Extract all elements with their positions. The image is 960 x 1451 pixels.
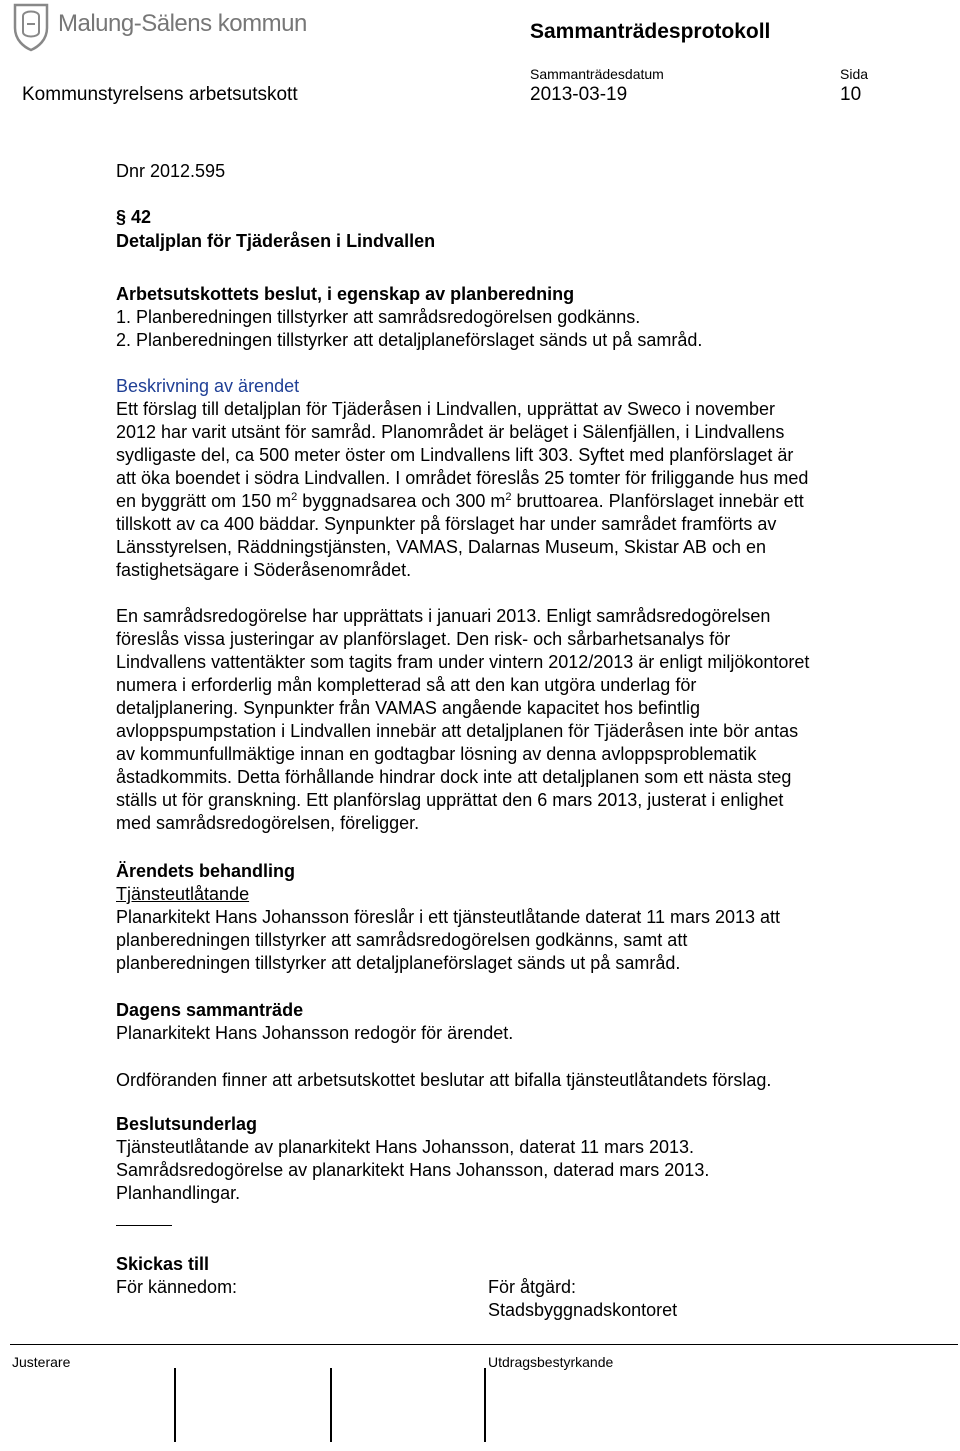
basis-heading: Beslutsunderlag (116, 1114, 258, 1134)
paragraph-title: Detaljplan för Tjäderåsen i Lindvallen (116, 231, 436, 251)
description-line: detaljplanering. Synpunkter från VAMAS angående kapacitet hos befintlig (116, 698, 701, 718)
paragraph-number: § 42 (116, 207, 152, 227)
description-line: Ett förslag till detaljplan för Tjäderåsen i Lindvallen, upprättat av Sweco i november (116, 399, 776, 419)
description-line: av kommunfullmäktige innan en godtagbar lösning av denna avloppsproblematik (116, 744, 757, 764)
description-heading: Beskrivning av ärendet (116, 376, 300, 396)
decision-section (116, 283, 906, 352)
basis-line: Planhandlingar. (116, 1183, 241, 1203)
action-label: För åtgärd: (488, 1277, 577, 1297)
paragraph-gap (116, 582, 906, 605)
description-line: ställs ut för granskning. Ett planförslag upprättat den 6 mars 2013, justerat i enlighet (116, 790, 784, 810)
footer-rule (10, 1344, 958, 1345)
document-type: Sammanträdesprotokoll (530, 20, 771, 43)
decision-item: 2. Planberedningen tillstyrker att detaljplaneförslaget sänds ut på samråd. (116, 330, 703, 350)
decision-item: 1. Planberedningen tillstyrker att samrådsredogörelsen godkänns. (116, 307, 641, 327)
handling-heading: Ärendets behandling (116, 861, 296, 881)
description-line: att öka boendet i södra Lindvallen. I området föreslås 25 tomter för friliggande hus med (116, 468, 809, 488)
description-line: föreslås vissa justeringar av planförslaget. Den risk- och sårbarhetsanalys för (116, 629, 731, 649)
body-name: Kommunstyrelsens arbetsutskott (22, 84, 298, 105)
basis-line: Samrådsredogörelse av planarkitekt Hans Johansson, daterad mars 2013. (116, 1160, 710, 1180)
basis-line: Tjänsteutlåtande av planarkitekt Hans Johansson, daterat 11 mars 2013. (116, 1137, 695, 1157)
meeting-heading: Dagens sammanträde (116, 1000, 304, 1020)
handling-line: planberedningen tillstyrker att samrådsredogörelsen godkänns, samt att (116, 930, 688, 950)
description-line: tillskott av ca 400 bäddar. Synpunkter på förslaget har under samrådet framförts av (116, 514, 777, 534)
signature-divider (330, 1368, 332, 1442)
area-text: byggnadsarea och 300 m (297, 491, 506, 511)
handling-line: Planarkitekt Hans Johansson föreslår i ett tjänsteutlåtande daterat 11 mars 2013 att (116, 907, 781, 927)
paragraph-number-value: 42 (131, 207, 152, 227)
date-label: Sammanträdesdatum (530, 66, 664, 82)
superscript: 2 (291, 491, 298, 503)
signature-divider (174, 1368, 176, 1442)
description-line: 2012 har varit utsänt för samråd. Planområdet är beläget i Sälenfjällen, i Lindvallens (116, 422, 785, 442)
description-line: åstadkommits. Detta förhållande hindrar dock inte att detaljplanen som ett nästa steg (116, 767, 792, 787)
chair-statement (116, 1069, 906, 1092)
description-line: numera i erforderlig mån kompletterad så att den kan utgöra underlag för (116, 675, 697, 695)
info-label: För kännedom: (116, 1277, 238, 1297)
description-line: Lindvallens vattentäkter som tagits fram under vintern 2012/2013 är enligt miljökontoret (116, 652, 810, 672)
description-line: avloppspumpstation i Lindvallen innebär att detaljplanen för Tjäderåsen inte bör antas (116, 721, 799, 741)
signature-divider (484, 1368, 486, 1442)
meeting-date: 2013-03-19 (530, 84, 628, 105)
superscript: 2 (505, 491, 512, 503)
action-recipient: Stadsbyggnadskontoret (488, 1300, 678, 1320)
utdrag-label: Utdragsbestyrkande (488, 1354, 614, 1370)
page-label: Sida (840, 66, 869, 82)
decision-heading: Arbetsutskottets beslut, i egenskap av planberedning (116, 284, 575, 304)
description-section (116, 375, 906, 835)
handling-line: planberedningen tillstyrker att detaljplaneförslaget sänds ut på samråd. (116, 953, 681, 973)
send-heading: Skickas till (116, 1254, 210, 1274)
handling-subheading: Tjänsteutlåtande (116, 884, 250, 904)
chair-line: Ordföranden finner att arbetsutskottet beslutar att bifalla tjänsteutlåtandets förslag. (116, 1070, 772, 1090)
coat-of-arms-icon (12, 2, 50, 52)
page-number: 10 (840, 84, 862, 105)
description-line: En samrådsredogörelse har upprättats i januari 2013. Enligt samrådsredogörelsen (116, 606, 771, 626)
description-line: Länsstyrelsen, Räddningstjänsten, VAMAS, Dalarnas Museum, Skistar AB och en (116, 537, 766, 557)
basis-section (116, 1113, 906, 1205)
description-line-area (116, 490, 906, 513)
description-line: fastighetsägare i Söderåsenområdet. (116, 560, 412, 580)
handling-section (116, 860, 906, 975)
municipality-logo (12, 2, 312, 54)
logo-text: Malung-Sälens kommun (58, 10, 307, 37)
case-number: Dnr 2012.595 (116, 161, 226, 181)
description-line: med samrådsredogörelsen, föreligger. (116, 813, 420, 833)
description-line: sydligaste del, ca 500 meter öster om Lindvallens lift 303. Syftet med planförslaget är (116, 445, 794, 465)
separator-rule (116, 1225, 172, 1226)
justerare-label: Justerare (12, 1354, 71, 1370)
area-text: bruttoarea. Planförslaget innebär ett (511, 491, 804, 511)
area-text: en byggrätt om 150 m (116, 491, 292, 511)
meeting-line: Planarkitekt Hans Johansson redogör för ärendet. (116, 1023, 514, 1043)
meeting-section (116, 999, 906, 1045)
